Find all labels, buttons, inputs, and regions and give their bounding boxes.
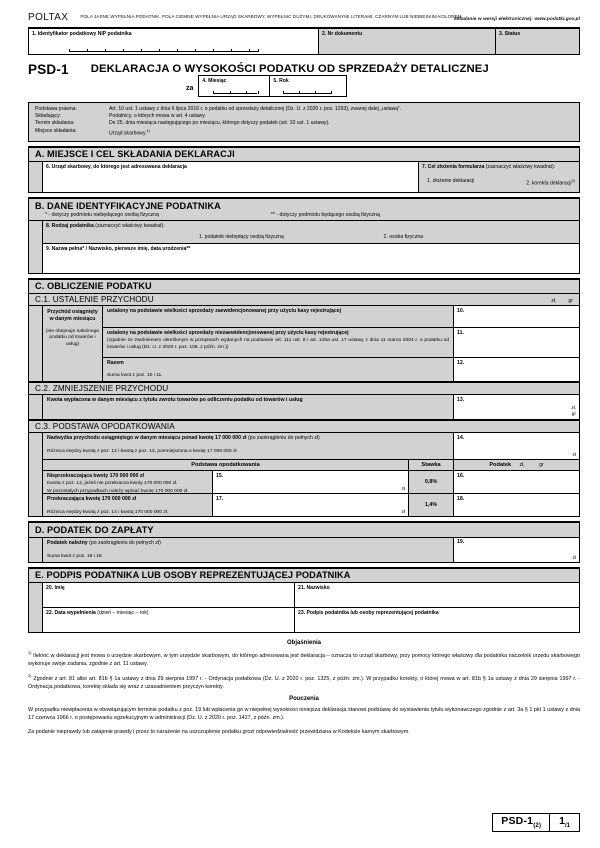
c1-row-12-value-cell[interactable] <box>454 358 579 381</box>
d-row-19 <box>43 538 579 562</box>
explanations-block <box>28 640 580 736</box>
c3-row-14-number: 14. <box>457 434 465 441</box>
section-c-title: C. OBLICZENIE PODATKU <box>35 281 152 292</box>
field-fill-date-label <box>43 608 294 616</box>
taxpayer-type-option-1[interactable]: 1. podatnik niebędący osobą fizyczną <box>199 234 284 241</box>
c3-th-zl: zł, <box>519 461 525 468</box>
c2-row-13 <box>43 395 579 419</box>
c1-row-10-number: 10. <box>457 307 465 314</box>
c2-row-13-value-cell[interactable] <box>454 395 579 419</box>
c3-rate-row-2-tax-cell[interactable] <box>454 494 579 516</box>
purpose-option-1[interactable]: 1. złożenie deklaracji <box>427 177 475 184</box>
section-a-title: A. MIEJSCE I CEL SKŁADANIA DEKLARACJI <box>35 149 235 160</box>
section-d-title: D. PODATEK DO ZAPŁATY <box>35 524 154 535</box>
legal-value-3: Do 25. dnia miesiąca następującego po miesiącu, którego dotyczy podatek (art. 10 ust. 1 ustawy). <box>109 120 330 127</box>
c3-rate-row-2-field-number: 17. <box>216 495 224 502</box>
stamp-code <box>493 814 549 831</box>
explanation-note-2-superscript: 2) <box>28 672 32 678</box>
c1-row-11-note: (zgodnie ze zwolnieniem określonym w przepisach wydanych na podstawie art. 111 ust. 8 i art. 145a ust. 17 ustawy z dnia 11 marca 2004 r. o podatku od towarów i usług (Dz. U. z 2020 r. poz. 106, z późn. zm.)) <box>107 338 449 350</box>
subsection-c2-title: C.2. ZMNIEJSZENIE PRZYCHODU <box>35 384 169 394</box>
purpose-option-2-superscript: 2) <box>571 177 575 183</box>
field-signature[interactable] <box>295 608 579 632</box>
d-row-19-number: 19. <box>457 539 465 546</box>
section-a-header <box>28 146 580 163</box>
purpose-option-2-text: 2. korekta deklaracji <box>526 180 572 187</box>
left-gutter-d <box>29 538 43 562</box>
c3-rate-row-1-bold: Nieprzekraczająca kwoty 170 000 000 zł <box>47 473 144 480</box>
c1-row-12-desc-cell <box>103 358 454 381</box>
c3-rate-row-1-field-number: 15. <box>216 472 224 479</box>
period-row <box>0 75 600 97</box>
c3-rate-row-1 <box>43 471 579 494</box>
c3-rate-row-1-rate: 0,8% <box>424 479 438 486</box>
d-row-19-unit: zł <box>572 555 576 561</box>
field-year[interactable] <box>270 75 347 97</box>
field-taxpayer-type-label <box>43 221 579 229</box>
fill-instruction: POLA JASNE WYPEŁNIA PODATNIK, POLA CIEMNE WYPEŁNIA URZĄD SKARBOWY. WYPEŁNIĆ DUŻYMI, DRUKOWANYMI LITERAMI, CZARNYM LUB NIEBIESKIM KOLOREM. <box>80 14 463 19</box>
explanations-heading: Objaśnienia <box>286 640 321 647</box>
form-stamp <box>492 813 580 832</box>
c3-rate-row-2-rate-cell <box>409 494 454 516</box>
field-fill-date-label-reg: (dzień – miesiąc – rok) <box>97 610 149 617</box>
c2-unit-zl: zł, <box>571 406 576 412</box>
c1-units <box>551 298 573 304</box>
field-taxpayer-type <box>43 221 579 243</box>
star-note-2: ** - dotyczy podmiotu będącego osobą fizyczną <box>270 211 380 218</box>
poltax-logo: POLTAX <box>28 12 69 23</box>
c1-lead-column <box>43 306 103 381</box>
field-nip[interactable] <box>29 29 318 54</box>
subsection-c1-body <box>28 306 580 382</box>
nip-comb-ticks <box>29 47 318 52</box>
c3-row-14-value-cell[interactable] <box>454 433 579 459</box>
left-gutter-a <box>29 162 43 192</box>
c1-row-11-desc-cell <box>103 328 454 357</box>
c3-th-base-text: Podstawa opodatkowania <box>191 461 260 468</box>
field-fill-date-label-bold: 22. Data wypełnienia <box>46 610 96 617</box>
month-comb-ticks <box>199 89 269 94</box>
section-b-header <box>28 197 580 221</box>
c3-rate-row-2-rate: 1,4% <box>424 502 438 509</box>
legal-value-1: Art. 10 ust. 1 ustawy z dnia 6 lipca 2016 r. o podatku od sprzedaży detalicznej (Dz. U. z 2020 r. poz. 1293), zwanej dalej „ustawą”. <box>109 105 402 112</box>
c3-th-rate-text: Stawka <box>421 461 441 468</box>
masthead <box>0 0 600 23</box>
field-purpose-label <box>419 162 579 170</box>
c2-row-13-unit <box>571 406 576 418</box>
c3-rate-row-2-desc-cell <box>43 494 213 516</box>
c3-rate-row-1-rate-cell <box>409 471 454 493</box>
section-b-body <box>28 221 580 274</box>
form-title: DEKLARACJA O WYSOKOŚCI PODATKU OD SPRZEDAŻY DETALICZNEJ <box>90 63 489 76</box>
c1-row-11-number: 11. <box>457 329 464 336</box>
stamp-page <box>549 814 579 831</box>
field-tax-office-label: 6. Urząd skarbowy, do którego jest adresowana deklaracja <box>46 164 187 171</box>
stamp-page-number: 1 <box>559 814 565 827</box>
explanation-note-2 <box>28 673 580 691</box>
field-last-name-label: 21. Nazwisko <box>298 585 330 592</box>
field-status-label: 3. Status <box>499 31 521 38</box>
c3-rate-row-2 <box>43 494 579 516</box>
section-e-body <box>28 583 580 633</box>
c3-row-14-desc-cell <box>43 433 454 459</box>
c1-row-10 <box>103 306 579 328</box>
c2-unit-gr: gr <box>571 412 576 418</box>
field-document-number-label: 2. Nr dokumentu <box>322 31 363 38</box>
c1-row-10-value-cell[interactable] <box>454 306 579 327</box>
c3-th-gr: gr <box>539 461 544 468</box>
left-gutter-b <box>29 221 43 273</box>
subsection-c3-header <box>28 420 580 433</box>
c3-th-tax-text: Podatek <box>489 461 512 468</box>
subsection-c2-body <box>28 395 580 420</box>
field-taxpayer-type-label-bold: 8. Rodzaj podatnika <box>46 222 94 229</box>
c2-row-13-number: 13. <box>457 396 465 403</box>
c1-unit-zl: zł, <box>551 298 557 305</box>
c3-row-14 <box>43 433 579 460</box>
c3-rate-row-2-note-1: Różnica między kwotą z poz. 14 i kwotą 170 000 000 zł. <box>47 510 169 516</box>
electronic-filing-note: Składanie w wersji elektronicznej: www.podatki.gov.pl <box>453 16 580 22</box>
stamp-version: (2) <box>533 823 542 829</box>
section-d-header <box>28 521 580 538</box>
subsection-c2-header <box>28 382 580 395</box>
section-d-body <box>28 538 580 563</box>
d-row-19-desc <box>43 538 453 548</box>
c1-row-10-desc-cell <box>103 306 454 327</box>
left-gutter-c3 <box>29 433 43 516</box>
pouczenia-heading: Pouczenia <box>289 695 319 702</box>
field-purpose-label-reg: (zaznaczyć właściwy kwadrat): <box>485 164 556 171</box>
c3-rate-row-1-unit: zł <box>401 487 405 493</box>
c3-rate-row-1-base-cell[interactable] <box>213 471 409 493</box>
c1-lead-top: Przychód osiągnięty w danym miesiącu <box>47 309 98 323</box>
c3-th-rate <box>409 460 454 470</box>
explanation-note-2-text: Zgodnie z art. 81 albo art. 81b § 1a ustawy z dnia 29 sierpnia 1997 r. - Ordynacja podatkowa (Dz. U. z 2020 r. poz. 1325, z późn. zm.). W przypadku korekty, o której mowa w art. 81b § 1a ustawy z dnia 29 sierpnia 1997 r. - Ordynacja podatkowa, korektę składa się wraz z uzasadnieniem przyczyn korekty. <box>28 675 580 690</box>
left-gutter-c1 <box>29 306 43 381</box>
star-note-1: * - dotyczy podmiotu niebędącego osobą fizyczną <box>45 211 159 218</box>
legal-key-3: Termin składania: <box>35 120 75 127</box>
explanation-note-1 <box>28 650 580 668</box>
c3-rate-row-2-unit: zł <box>401 510 405 516</box>
c3-row-14-desc-bold: Nadwyżka przychodu osiągniętego w danym miesiącu ponad kwotę 17 000 000 zł <box>47 435 247 442</box>
subsection-c1-header <box>28 294 580 306</box>
c3-th-base <box>43 460 409 470</box>
legal-value-4-text: Urząd skarbowy. <box>109 130 147 137</box>
field-fill-date[interactable] <box>43 608 295 632</box>
field-full-name[interactable] <box>43 244 579 273</box>
c1-row-11-desc: ustalony na podstawie wielkości sprzedaży niezaewidencjonowanej przy użyciu kasy rejestrującej <box>107 330 349 337</box>
c1-row-12 <box>103 358 579 381</box>
field-purpose-label-bold: 7. Cel złożenia formularza <box>422 164 485 171</box>
c3-rate-row-1-note-2: W pozostałych przypadkach należy wpisać kwotę 170 000 000 zł. <box>47 488 189 494</box>
identification-band <box>28 27 580 55</box>
za-label: za <box>186 85 194 93</box>
field-document-number <box>318 29 495 54</box>
stamp-code-text: PSD-1 <box>501 814 534 827</box>
left-gutter-c2 <box>29 395 43 419</box>
field-status <box>495 29 579 54</box>
c3-row-14-unit: zł <box>572 453 576 459</box>
d-row-19-desc-bold: Podatek należny <box>47 539 88 546</box>
subsection-c3-title: C.3. PODSTAWA OPODATKOWANIA <box>35 422 175 432</box>
field-year-label: 5. Rok <box>273 78 289 85</box>
field-purpose <box>419 162 579 192</box>
section-b-title: B. DANE IDENTYFIKACYJNE PODATNIKA <box>35 200 221 211</box>
d-row-19-desc-cell <box>43 538 454 562</box>
c3-rate-row-2-base-cell[interactable] <box>213 494 409 516</box>
explanation-note-1-superscript: 1) <box>28 650 32 656</box>
c3-rate-row-1-desc-cell <box>43 471 213 493</box>
c3-rate-row-1-tax-cell[interactable] <box>454 471 579 493</box>
field-last-name[interactable] <box>295 583 579 607</box>
left-gutter-e <box>29 583 43 632</box>
c3-rate-table-header <box>43 460 579 471</box>
legal-key-4: Miejsce składania: <box>35 127 77 134</box>
c3-th-tax <box>454 460 579 470</box>
field-tax-office[interactable] <box>43 162 419 192</box>
pouczenia-paragraph-1: W przypadku niewpłacenia w obowiązującym terminie podatku z poz. 19 lub wpłacenia go w niepełnej wysokości niniejsza deklaracja stanowi podstawę do wystawienia tytułu wykonawczego zgodnie z art. 3a § 1 pkt 1 ustawy z dnia 17 czerwca 1966 r. o postępowaniu egzekucyjnym w administracji (Dz. U. z 2020 r. poz. 1427, z późn. zm.). <box>28 706 580 722</box>
section-a-body <box>28 162 580 193</box>
section-e-title: E. PODPIS PODATNIKA LUB OSOBY REPREZENTUJĄCEJ PODATNIKA <box>35 570 351 581</box>
stamp-page-total: /1 <box>564 823 570 829</box>
section-e-header <box>28 567 580 584</box>
subsection-c3-body <box>28 433 580 517</box>
field-signature-label: 23. Podpis podatnika lub osoby reprezentującej podatnika <box>298 610 439 617</box>
field-taxpayer-type-label-reg: (zaznaczyć właściwy kwadrat): <box>95 222 165 229</box>
field-full-name-label: 9. Nazwa pełna* / Nazwisko, pierwsze imię, data urodzenia** <box>46 245 191 252</box>
form-code: PSD-1 <box>28 62 69 78</box>
d-row-19-desc-reg: (po zaokrągleniu do pełnych zł) <box>89 539 161 546</box>
c1-row-12-note: Suma kwot z poz. 10 i 11. <box>107 373 163 379</box>
explanation-note-1-text: Ilekroć w deklaracji jest mowa o urzędzie skarbowym, w tym urzędzie skarbowym, do którego adresowana jest deklaracja – oznacza to urząd skarbowy, przy pomocy którego właściwy dla podatnika naczelnik urzędu skarbowego wykonuje swoje zadania, zgodnie z art. 11 ustawy. <box>28 653 581 668</box>
e-row-date-signature <box>43 608 579 632</box>
masthead-text <box>80 12 580 23</box>
section-b-star-notes <box>35 211 579 218</box>
section-c-header <box>28 278 580 295</box>
c1-row-12-number: 12. <box>457 359 465 366</box>
c3-row-14-note: Różnica między kwotą z poz. 12 i kwotą z poz. 13, pomniejszona o kwotę 17 000 000 zł. <box>47 449 238 455</box>
legal-key-1: Podstawa prawna: <box>35 105 77 112</box>
c3-rate-row-2-tax-number: 18. <box>457 495 465 502</box>
c3-rate-row-1-tax-number: 16. <box>457 472 465 479</box>
c1-row-12-desc: Razem <box>107 360 124 367</box>
field-month-label: 4. Miesiąc <box>202 78 227 85</box>
field-nip-label: 1. Identyfikator podatkowy NIP podatnika <box>32 31 132 38</box>
c3-rate-row-1-note-1: Kwota z poz. 14, jeżeli nie przekracza kwoty 170 000 000 zł. <box>47 481 178 487</box>
d-row-19-note: Suma kwot z poz. 16 i 18. <box>47 553 103 559</box>
subsection-c1-title: C.1. USTALENIE PRZYCHODU <box>35 295 154 305</box>
purpose-option-2[interactable] <box>526 178 575 187</box>
d-row-19-value-cell[interactable] <box>454 538 579 562</box>
year-comb-ticks <box>270 89 346 94</box>
c1-row-11-value-cell[interactable] <box>454 328 579 357</box>
legal-value-4 <box>109 128 575 138</box>
pouczenia-paragraph-2: Za podanie nieprawdy lub zatajenie prawdy i przez to narażenie na uszczuplenie podatku grozi odpowiedzialność przewidziana w Kodeksie karnym skarbowym. <box>28 729 410 736</box>
field-month[interactable] <box>198 75 270 97</box>
c2-row-13-desc: Kwota wypłacona w danym miesiącu z tytułu zwrotu towarów po odliczeniu podatku od towarów i usług <box>47 397 303 404</box>
e-row-names <box>43 583 579 608</box>
legal-value-4-superscript: 1) <box>146 127 151 133</box>
c1-lead-bottom: (nie obejmuje należnego podatku od towarów i usług) <box>45 328 100 347</box>
c3-row-14-desc <box>43 433 453 443</box>
legal-key-2: Składający: <box>35 113 62 119</box>
taxpayer-type-option-2[interactable]: 2. osoba fizyczna <box>383 234 424 241</box>
field-first-name[interactable] <box>43 583 295 607</box>
c1-unit-gr: gr <box>568 298 573 305</box>
c1-row-11 <box>103 328 579 358</box>
c2-row-13-desc-cell <box>43 395 454 419</box>
field-first-name-label: 20. Imię <box>46 585 65 592</box>
c3-rate-row-2-bold: Przekraczająca kwotę 170 000 000 zł <box>47 496 137 503</box>
c1-row-10-desc: ustalony na podstawie wielkości sprzedaży zaewidencjonowanej przy użyciu kasy rejestrującej <box>107 308 342 315</box>
legal-basis-box <box>28 102 580 142</box>
c3-row-14-desc-reg: (po zaokrągleniu do pełnych zł) <box>247 435 320 442</box>
legal-value-2: Podatnicy, o których mowa w art. 4 ustawy. <box>109 113 206 119</box>
